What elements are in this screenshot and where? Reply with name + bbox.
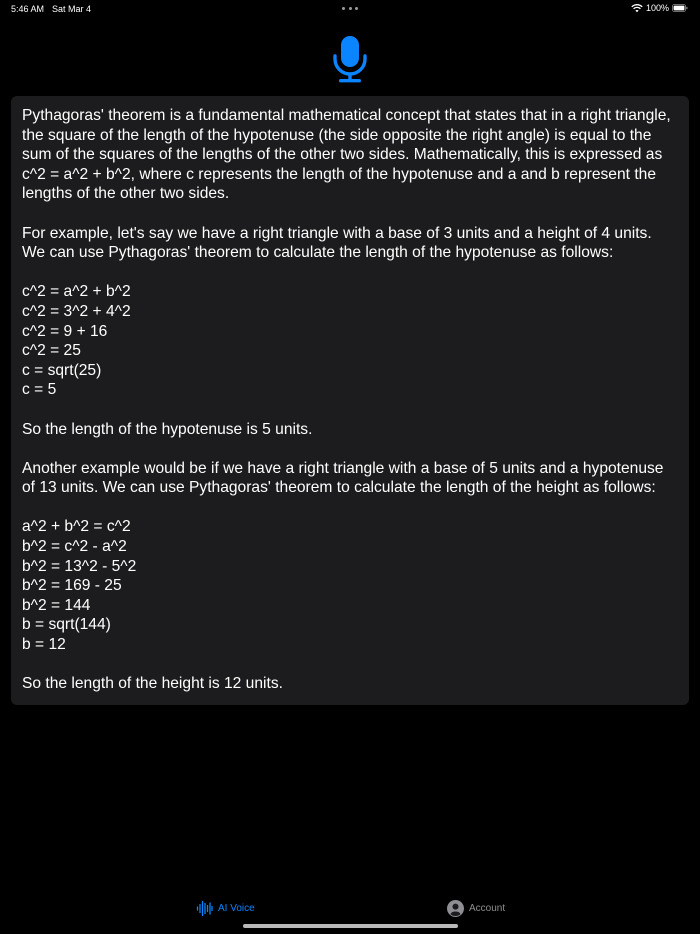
tab-bar (0, 890, 700, 934)
tab-account-label: Account (469, 902, 506, 914)
microphone-button[interactable] (330, 34, 370, 84)
account-icon (447, 900, 464, 917)
battery-icon (672, 4, 688, 12)
waveform-icon (196, 900, 213, 917)
response-text: Pythagoras' theorem is a fundamental mathematical concept that states that in a right triangle, the square of the length of the hypotenuse (the side opposite the right angle) is equal to the sum of the squares of the lengths of the other two sides. Mathematically, this is expressed as c^2 = a^2 + b^2, where c represents the length of the hypotenuse and a and b represent the lengths of the other two sides. For example, let's say we have a right triangle with a base of 3 units and a height of 4 units. We can use Pythagoras' theorem to calculate the length of the hypotenuse as follows: c^2 = a^2 + b^2 c^2 = 3^2 + 4^2 c^2 = 9 + 16 c^2 = 25 c = sqrt(25) c = 5 So the length of the hypotenuse is 5 units. Another example would be if we have a right triangle with a base of 5 units and a hypotenuse of 13 units. We can use Pythagoras' theorem to calculate the length of the height as follows: a^2 + b^2 = c^2 b^2 = c^2 - a^2 b^2 = 13^2 - 5^2 b^2 = 169 - 25 b^2 = 144 b = sqrt(144) b = 12 So the length of the height is 12 units. (22, 107, 671, 693)
microphone-icon (330, 34, 370, 84)
multitasking-dots-icon[interactable] (342, 7, 358, 11)
tab-account[interactable] (447, 898, 505, 918)
status-time: 5:46 AM (11, 4, 45, 14)
home-indicator[interactable] (243, 924, 458, 928)
tab-ai-voice-label: AI Voice (218, 902, 255, 914)
battery-percent: 100% (645, 3, 669, 13)
response-card (11, 96, 689, 705)
status-right (631, 3, 688, 13)
tab-ai-voice[interactable] (196, 898, 255, 918)
status-date: Sat Mar 4 (52, 4, 92, 14)
status-bar (0, 0, 700, 17)
wifi-icon (631, 3, 643, 13)
